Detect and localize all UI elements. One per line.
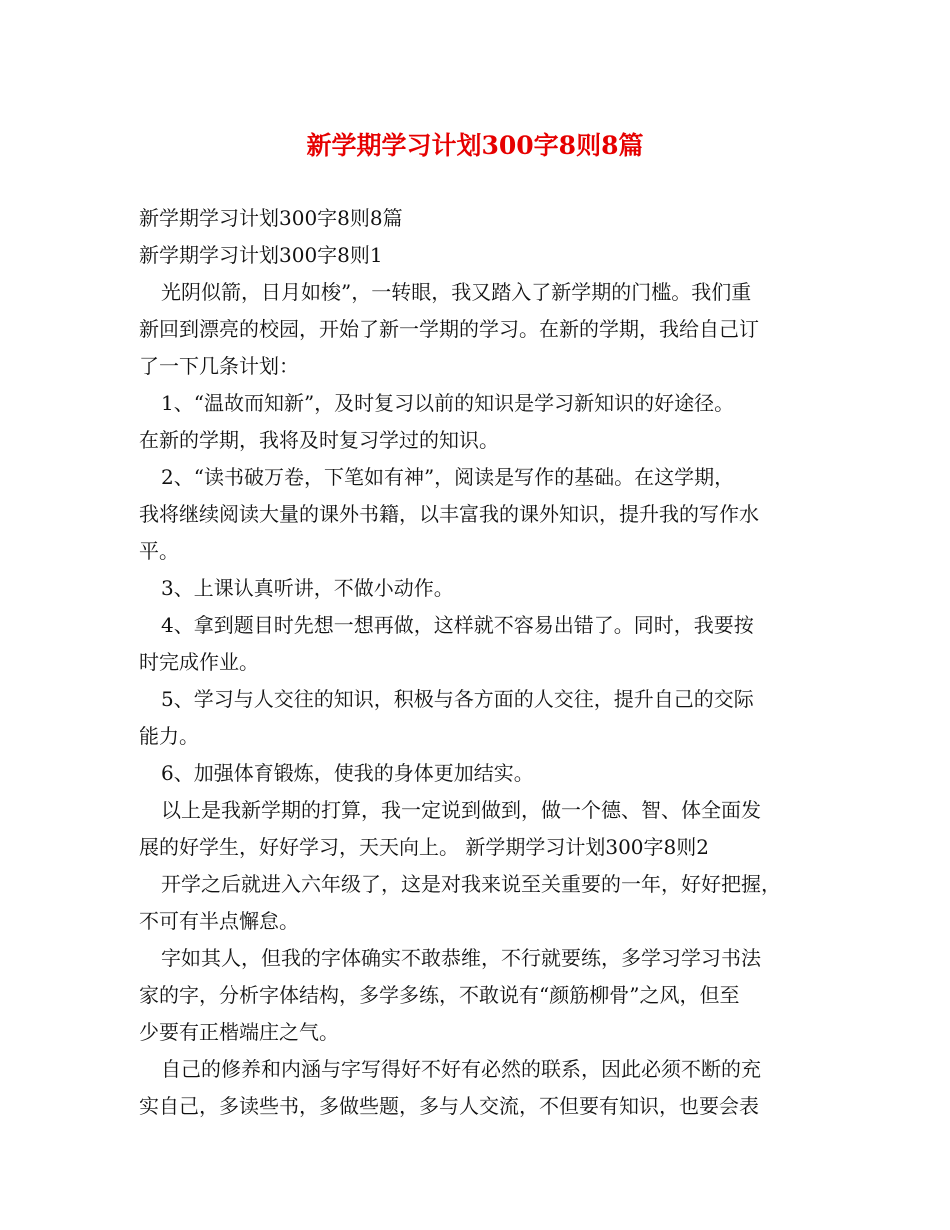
paragraph-line: 开学之后就进入六年级了，这是对我来说至关重要的一年，好好把握， <box>161 872 781 896</box>
list-item-line: 能力。 <box>139 724 199 748</box>
section-heading-1: 新学期学习计划300字8则1 <box>139 243 383 267</box>
list-item-line: 我将继续阅读大量的课外书籍，以丰富我的课外知识，提升我的写作水 <box>139 502 759 526</box>
paragraph-line: 不可有半点懈怠。 <box>139 909 299 933</box>
subtitle-line: 新学期学习计划300字8则8篇 <box>139 206 403 230</box>
paragraph-line: 以上是我新学期的打算，我一定说到做到，做一个德、智、体全面发 <box>161 798 761 822</box>
paragraph-line: 展的好学生，好好学习，天天向上。 新学期学习计划300字8则2 <box>139 835 709 859</box>
paragraph-line: 家的字，分析字体结构，多学多练，不敢说有“颜筋柳骨”之风，但至 <box>139 983 740 1007</box>
list-item-line: 4、拿到题目时先想一想再做，这样就不容易出错了。同时，我要按 <box>161 613 754 637</box>
paragraph-line: 新回到漂亮的校园，开始了新一学期的学习。在新的学期，我给自己订 <box>139 317 759 341</box>
list-item-line: 平。 <box>139 539 179 563</box>
list-item-line: 1、“温故而知新”，及时复习以前的知识是学习新知识的好途径。 <box>161 391 735 415</box>
paragraph-line: 自己的修养和内涵与字写得好不好有必然的联系，因此必须不断的充 <box>161 1057 761 1081</box>
list-item-line: 6、加强体育锻炼，使我的身体更加结实。 <box>161 761 534 785</box>
list-item-line: 在新的学期，我将及时复习学过的知识。 <box>139 428 499 452</box>
list-item-line: 时完成作业。 <box>139 650 259 674</box>
list-item-line: 2、“读书破万卷，下笔如有神”，阅读是写作的基础。在这学期， <box>161 465 735 489</box>
paragraph-line: 实自己，多读些书，多做些题，多与人交流，不但要有知识，也要会表 <box>139 1094 759 1118</box>
paragraph-line: 字如其人，但我的字体确实不敢恭维，不行就要练，多学习学习书法 <box>161 946 761 970</box>
paragraph-line: 少要有正楷端庄之气。 <box>139 1020 339 1044</box>
document-body <box>139 200 815 1125</box>
paragraph-line: 了一下几条计划： <box>139 354 299 378</box>
list-item-line: 3、上课认真听讲，不做小动作。 <box>161 576 454 600</box>
document-title: 新学期学习计划300字8则8篇 <box>306 131 644 160</box>
list-item-line: 5、学习与人交往的知识，积极与各方面的人交往，提升自己的交际 <box>161 687 754 711</box>
paragraph-line: 光阴似箭，日月如梭”，一转眼，我又踏入了新学期的门槛。我们重 <box>161 280 752 304</box>
